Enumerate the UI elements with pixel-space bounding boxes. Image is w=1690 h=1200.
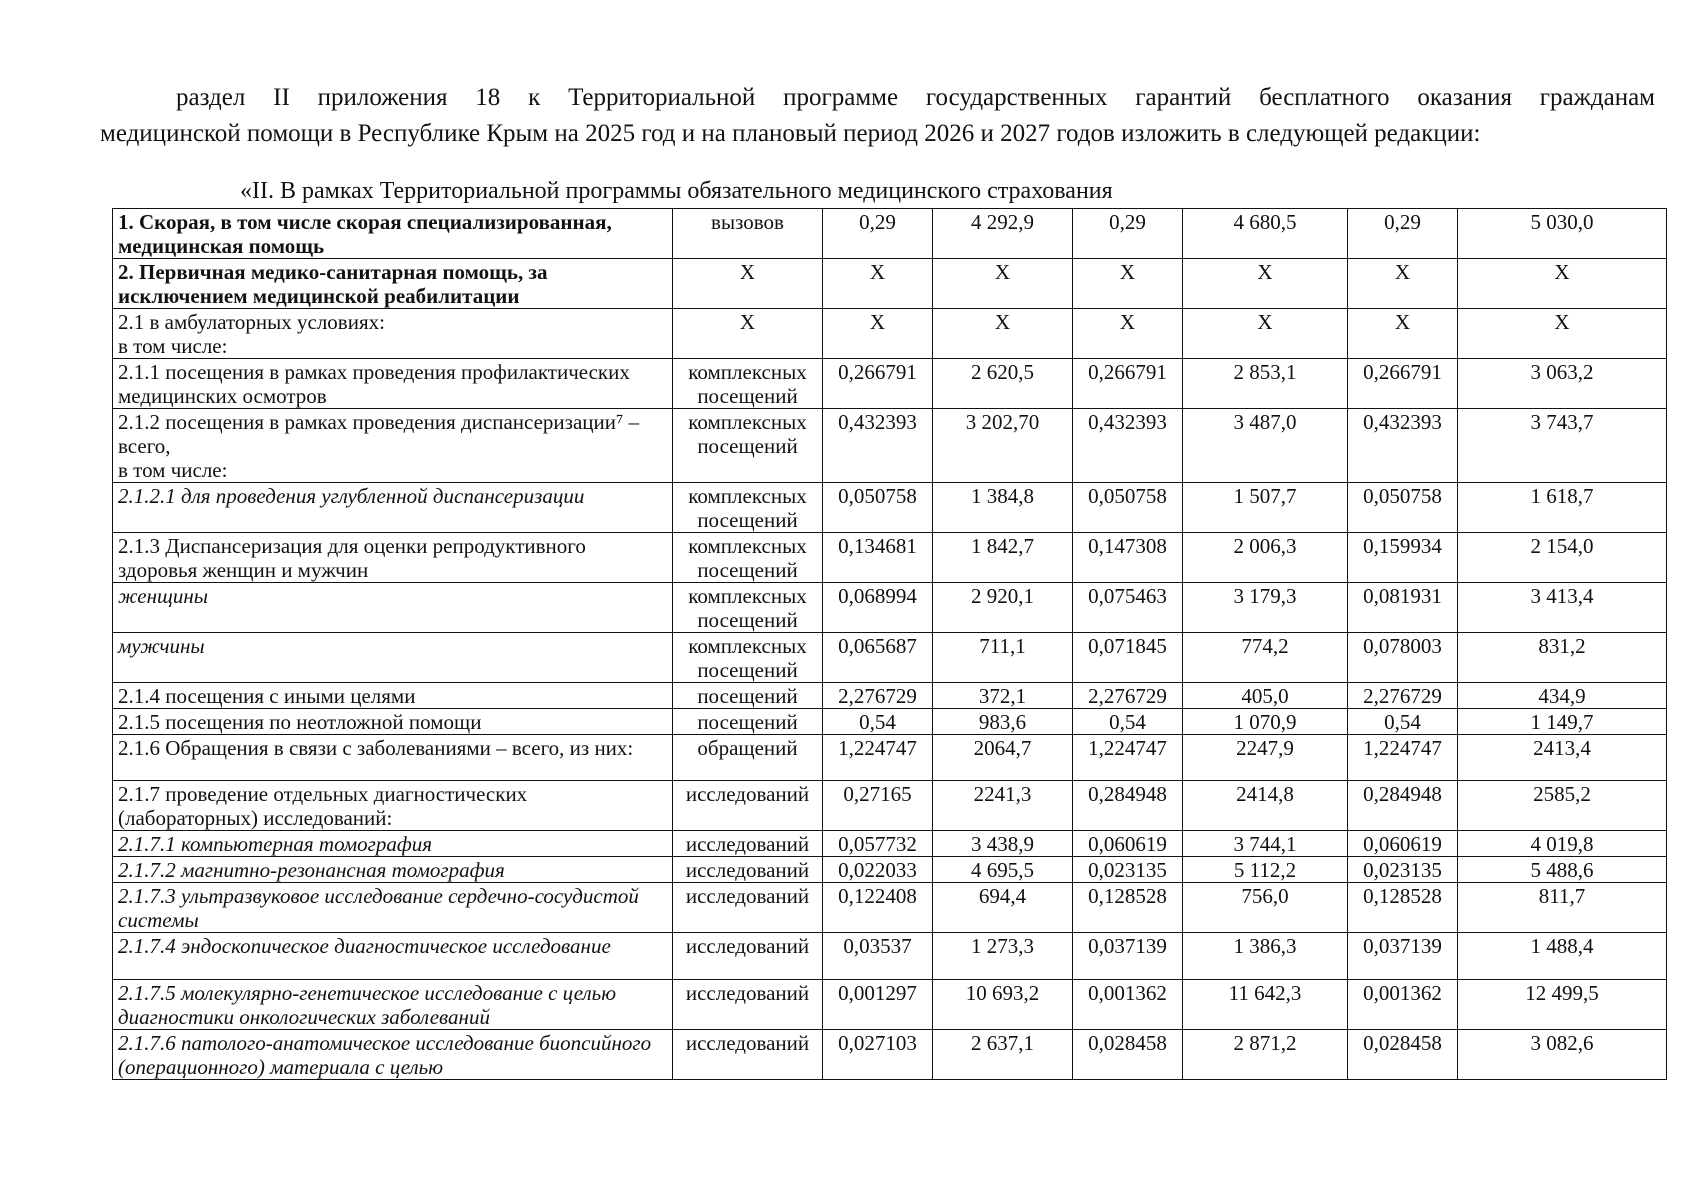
row-name-cell: мужчины bbox=[113, 633, 673, 683]
cost-value-cell: 1 070,9 bbox=[1183, 709, 1348, 735]
norm-value-cell: 0,075463 bbox=[1073, 583, 1183, 633]
norm-value-cell: 0,29 bbox=[823, 209, 933, 259]
table-row bbox=[113, 933, 1667, 980]
cost-value-cell: 1 386,3 bbox=[1183, 933, 1348, 980]
norm-value-cell: 0,081931 bbox=[1348, 583, 1458, 633]
cost-value-cell: 3 438,9 bbox=[933, 831, 1073, 857]
norm-value-cell: 0,050758 bbox=[1348, 483, 1458, 533]
table-row bbox=[113, 583, 1667, 633]
cost-value-cell: 5 112,2 bbox=[1183, 857, 1348, 883]
norm-value-cell: 0,060619 bbox=[1348, 831, 1458, 857]
table-row bbox=[113, 683, 1667, 709]
norm-value-cell: 0,023135 bbox=[1073, 857, 1183, 883]
cost-value-cell: 10 693,2 bbox=[933, 980, 1073, 1030]
cost-value-cell: Х bbox=[1183, 259, 1348, 309]
norm-value-cell: 0,001297 bbox=[823, 980, 933, 1030]
cost-value-cell: 1 149,7 bbox=[1458, 709, 1667, 735]
table-row bbox=[113, 781, 1667, 831]
cost-value-cell: 1 384,8 bbox=[933, 483, 1073, 533]
norm-value-cell: 0,128528 bbox=[1348, 883, 1458, 933]
cost-value-cell: 3 082,6 bbox=[1458, 1030, 1667, 1080]
norm-value-cell: Х bbox=[1348, 309, 1458, 359]
norm-value-cell: 0,078003 bbox=[1348, 633, 1458, 683]
cost-value-cell: 1 273,3 bbox=[933, 933, 1073, 980]
table-row bbox=[113, 533, 1667, 583]
cost-value-cell: Х bbox=[933, 259, 1073, 309]
cost-value-cell: 756,0 bbox=[1183, 883, 1348, 933]
table-row bbox=[113, 1030, 1667, 1080]
cost-value-cell: 831,2 bbox=[1458, 633, 1667, 683]
norm-value-cell: 0,022033 bbox=[823, 857, 933, 883]
row-name-cell: 2.1.3 Диспансеризация для оценки репродуктивного здоровья женщин и мужчин bbox=[113, 533, 673, 583]
row-unit-cell: комплексных посещений bbox=[673, 633, 823, 683]
cost-value-cell: 4 292,9 bbox=[933, 209, 1073, 259]
norm-value-cell: Х bbox=[823, 309, 933, 359]
cost-value-cell: 2 920,1 bbox=[933, 583, 1073, 633]
cost-value-cell: 694,4 bbox=[933, 883, 1073, 933]
cost-value-cell: 4 680,5 bbox=[1183, 209, 1348, 259]
norm-value-cell: 0,134681 bbox=[823, 533, 933, 583]
norm-value-cell: 0,057732 bbox=[823, 831, 933, 857]
row-unit-cell: исследований bbox=[673, 1030, 823, 1080]
intro-line-2: медицинской помощи в Республике Крым на 2025 год и на плановый период 2026 и 2027 годов изложить в следующей редакции: bbox=[100, 120, 1481, 147]
norm-value-cell: 2,276729 bbox=[1073, 683, 1183, 709]
cost-value-cell: 5 488,6 bbox=[1458, 857, 1667, 883]
row-name-cell: 2.1 в амбулаторных условиях: в том числе: bbox=[113, 309, 673, 359]
row-unit-cell: обращений bbox=[673, 735, 823, 781]
row-unit-cell: Х bbox=[673, 259, 823, 309]
norm-value-cell: 0,060619 bbox=[1073, 831, 1183, 857]
norm-value-cell: 1,224747 bbox=[823, 735, 933, 781]
cost-value-cell: 2241,3 bbox=[933, 781, 1073, 831]
norm-value-cell: 0,29 bbox=[1348, 209, 1458, 259]
cost-value-cell: 2247,9 bbox=[1183, 735, 1348, 781]
cost-value-cell: 4 019,8 bbox=[1458, 831, 1667, 857]
cost-value-cell: 3 743,7 bbox=[1458, 409, 1667, 483]
norm-value-cell: 2,276729 bbox=[823, 683, 933, 709]
row-name-cell: 2.1.6 Обращения в связи с заболеваниями – всего, из них: bbox=[113, 735, 673, 781]
norm-value-cell: 0,147308 bbox=[1073, 533, 1183, 583]
norm-value-cell: 0,432393 bbox=[823, 409, 933, 483]
cost-value-cell: 3 179,3 bbox=[1183, 583, 1348, 633]
cost-value-cell: 3 487,0 bbox=[1183, 409, 1348, 483]
table-row bbox=[113, 483, 1667, 533]
norm-value-cell: 0,122408 bbox=[823, 883, 933, 933]
cost-value-cell: 2414,8 bbox=[1183, 781, 1348, 831]
norm-value-cell: 0,028458 bbox=[1348, 1030, 1458, 1080]
row-name-cell: 2.1.7.6 патолого-анатомическое исследование биопсийного (операционного) материала с целью bbox=[113, 1030, 673, 1080]
row-name-cell: 2.1.7 проведение отдельных диагностических (лабораторных) исследований: bbox=[113, 781, 673, 831]
row-name-cell: 2.1.2 посещения в рамках проведения диспансеризации⁷ – всего, в том числе: bbox=[113, 409, 673, 483]
cost-value-cell: 2064,7 bbox=[933, 735, 1073, 781]
row-unit-cell: посещений bbox=[673, 683, 823, 709]
table-row bbox=[113, 633, 1667, 683]
cost-value-cell: 983,6 bbox=[933, 709, 1073, 735]
cost-value-cell: 711,1 bbox=[933, 633, 1073, 683]
norm-value-cell: 0,284948 bbox=[1073, 781, 1183, 831]
cost-value-cell: 2 620,5 bbox=[933, 359, 1073, 409]
cost-value-cell: 1 618,7 bbox=[1458, 483, 1667, 533]
table-row bbox=[113, 309, 1667, 359]
norm-value-cell: 0,03537 bbox=[823, 933, 933, 980]
cost-value-cell: 2 637,1 bbox=[933, 1030, 1073, 1080]
row-unit-cell: комплексных посещений bbox=[673, 583, 823, 633]
norm-value-cell: 0,266791 bbox=[823, 359, 933, 409]
row-unit-cell: вызовов bbox=[673, 209, 823, 259]
norm-value-cell: 0,432393 bbox=[1073, 409, 1183, 483]
cost-value-cell: Х bbox=[1458, 309, 1667, 359]
table-row bbox=[113, 857, 1667, 883]
norm-value-cell: 0,54 bbox=[1073, 709, 1183, 735]
norm-value-cell: 0,050758 bbox=[823, 483, 933, 533]
cost-value-cell: 11 642,3 bbox=[1183, 980, 1348, 1030]
norm-value-cell: 0,284948 bbox=[1348, 781, 1458, 831]
table-body bbox=[113, 209, 1667, 1080]
norm-value-cell: 0,071845 bbox=[1073, 633, 1183, 683]
norm-value-cell: Х bbox=[1073, 309, 1183, 359]
cost-value-cell: 3 063,2 bbox=[1458, 359, 1667, 409]
row-unit-cell: посещений bbox=[673, 709, 823, 735]
norm-value-cell: 0,037139 bbox=[1073, 933, 1183, 980]
cost-value-cell: 774,2 bbox=[1183, 633, 1348, 683]
intro-line-1: раздел II приложения 18 к Территориальной программе государственных гарантий бесплатного оказания гражданам bbox=[176, 84, 1655, 111]
table-row bbox=[113, 409, 1667, 483]
row-unit-cell: Х bbox=[673, 309, 823, 359]
cost-value-cell: 4 695,5 bbox=[933, 857, 1073, 883]
norm-value-cell: 0,050758 bbox=[1073, 483, 1183, 533]
row-name-cell: 2.1.7.3 ультразвуковое исследование сердечно-сосудистой системы bbox=[113, 883, 673, 933]
norm-value-cell: 0,028458 bbox=[1073, 1030, 1183, 1080]
table-row bbox=[113, 883, 1667, 933]
cost-value-cell: Х bbox=[933, 309, 1073, 359]
norm-value-cell: 0,27165 bbox=[823, 781, 933, 831]
row-unit-cell: комплексных посещений bbox=[673, 409, 823, 483]
section-heading: «II. В рамках Территориальной программы обязательного медицинского страхования bbox=[240, 178, 1113, 204]
cost-value-cell: 2 871,2 bbox=[1183, 1030, 1348, 1080]
cost-value-cell: 405,0 bbox=[1183, 683, 1348, 709]
norms-table bbox=[112, 208, 1667, 1080]
table-row bbox=[113, 735, 1667, 781]
row-name-cell: 2. Первичная медико-санитарная помощь, за исключением медицинской реабилитации bbox=[113, 259, 673, 309]
norm-value-cell: 2,276729 bbox=[1348, 683, 1458, 709]
row-name-cell: 2.1.7.5 молекулярно-генетическое исследование с целью диагностики онкологических заболеваний bbox=[113, 980, 673, 1030]
row-unit-cell: исследований bbox=[673, 883, 823, 933]
table-row bbox=[113, 259, 1667, 309]
cost-value-cell: 3 413,4 bbox=[1458, 583, 1667, 633]
norm-value-cell: 0,29 bbox=[1073, 209, 1183, 259]
row-unit-cell: комплексных посещений bbox=[673, 533, 823, 583]
row-name-cell: 2.1.7.4 эндоскопическое диагностическое исследование bbox=[113, 933, 673, 980]
norm-value-cell: 0,065687 bbox=[823, 633, 933, 683]
norm-value-cell: 1,224747 bbox=[1073, 735, 1183, 781]
row-unit-cell: исследований bbox=[673, 980, 823, 1030]
norm-value-cell: 1,224747 bbox=[1348, 735, 1458, 781]
row-name-cell: 2.1.5 посещения по неотложной помощи bbox=[113, 709, 673, 735]
norm-value-cell: 0,266791 bbox=[1348, 359, 1458, 409]
norm-value-cell: Х bbox=[1073, 259, 1183, 309]
cost-value-cell: 1 488,4 bbox=[1458, 933, 1667, 980]
table-row bbox=[113, 980, 1667, 1030]
cost-value-cell: 811,7 bbox=[1458, 883, 1667, 933]
cost-value-cell: 2 006,3 bbox=[1183, 533, 1348, 583]
cost-value-cell: Х bbox=[1458, 259, 1667, 309]
row-unit-cell: исследований bbox=[673, 831, 823, 857]
table-row bbox=[113, 209, 1667, 259]
cost-value-cell: 2585,2 bbox=[1458, 781, 1667, 831]
cost-value-cell: 2 853,1 bbox=[1183, 359, 1348, 409]
row-unit-cell: исследований bbox=[673, 933, 823, 980]
row-name-cell: 2.1.1 посещения в рамках проведения профилактических медицинских осмотров bbox=[113, 359, 673, 409]
cost-value-cell: Х bbox=[1183, 309, 1348, 359]
row-name-cell: 2.1.4 посещения с иными целями bbox=[113, 683, 673, 709]
norm-value-cell: 0,266791 bbox=[1073, 359, 1183, 409]
norm-value-cell: 0,068994 bbox=[823, 583, 933, 633]
norm-value-cell: Х bbox=[1348, 259, 1458, 309]
norm-value-cell: 0,128528 bbox=[1073, 883, 1183, 933]
cost-value-cell: 3 202,70 bbox=[933, 409, 1073, 483]
cost-value-cell: 372,1 bbox=[933, 683, 1073, 709]
intro-paragraph bbox=[100, 80, 1655, 152]
row-unit-cell: комплексных посещений bbox=[673, 359, 823, 409]
table-row bbox=[113, 831, 1667, 857]
cost-value-cell: 434,9 bbox=[1458, 683, 1667, 709]
row-name-cell: 2.1.7.1 компьютерная томография bbox=[113, 831, 673, 857]
norm-value-cell: Х bbox=[823, 259, 933, 309]
norm-value-cell: 0,023135 bbox=[1348, 857, 1458, 883]
norm-value-cell: 0,432393 bbox=[1348, 409, 1458, 483]
row-name-cell: 2.1.7.2 магнитно-резонансная томография bbox=[113, 857, 673, 883]
norm-value-cell: 0,001362 bbox=[1073, 980, 1183, 1030]
table-row bbox=[113, 709, 1667, 735]
cost-value-cell: 3 744,1 bbox=[1183, 831, 1348, 857]
row-unit-cell: исследований bbox=[673, 781, 823, 831]
row-name-cell: 1. Скорая, в том числе скорая специализированная, медицинская помощь bbox=[113, 209, 673, 259]
cost-value-cell: 2413,4 bbox=[1458, 735, 1667, 781]
cost-value-cell: 1 842,7 bbox=[933, 533, 1073, 583]
cost-value-cell: 5 030,0 bbox=[1458, 209, 1667, 259]
row-name-cell: 2.1.2.1 для проведения углубленной диспансеризации bbox=[113, 483, 673, 533]
norm-value-cell: 0,54 bbox=[823, 709, 933, 735]
row-name-cell: женщины bbox=[113, 583, 673, 633]
norm-value-cell: 0,54 bbox=[1348, 709, 1458, 735]
cost-value-cell: 12 499,5 bbox=[1458, 980, 1667, 1030]
norm-value-cell: 0,037139 bbox=[1348, 933, 1458, 980]
norm-value-cell: 0,027103 bbox=[823, 1030, 933, 1080]
norm-value-cell: 0,001362 bbox=[1348, 980, 1458, 1030]
cost-value-cell: 2 154,0 bbox=[1458, 533, 1667, 583]
row-unit-cell: исследований bbox=[673, 857, 823, 883]
table-row bbox=[113, 359, 1667, 409]
norm-value-cell: 0,159934 bbox=[1348, 533, 1458, 583]
row-unit-cell: комплексных посещений bbox=[673, 483, 823, 533]
cost-value-cell: 1 507,7 bbox=[1183, 483, 1348, 533]
